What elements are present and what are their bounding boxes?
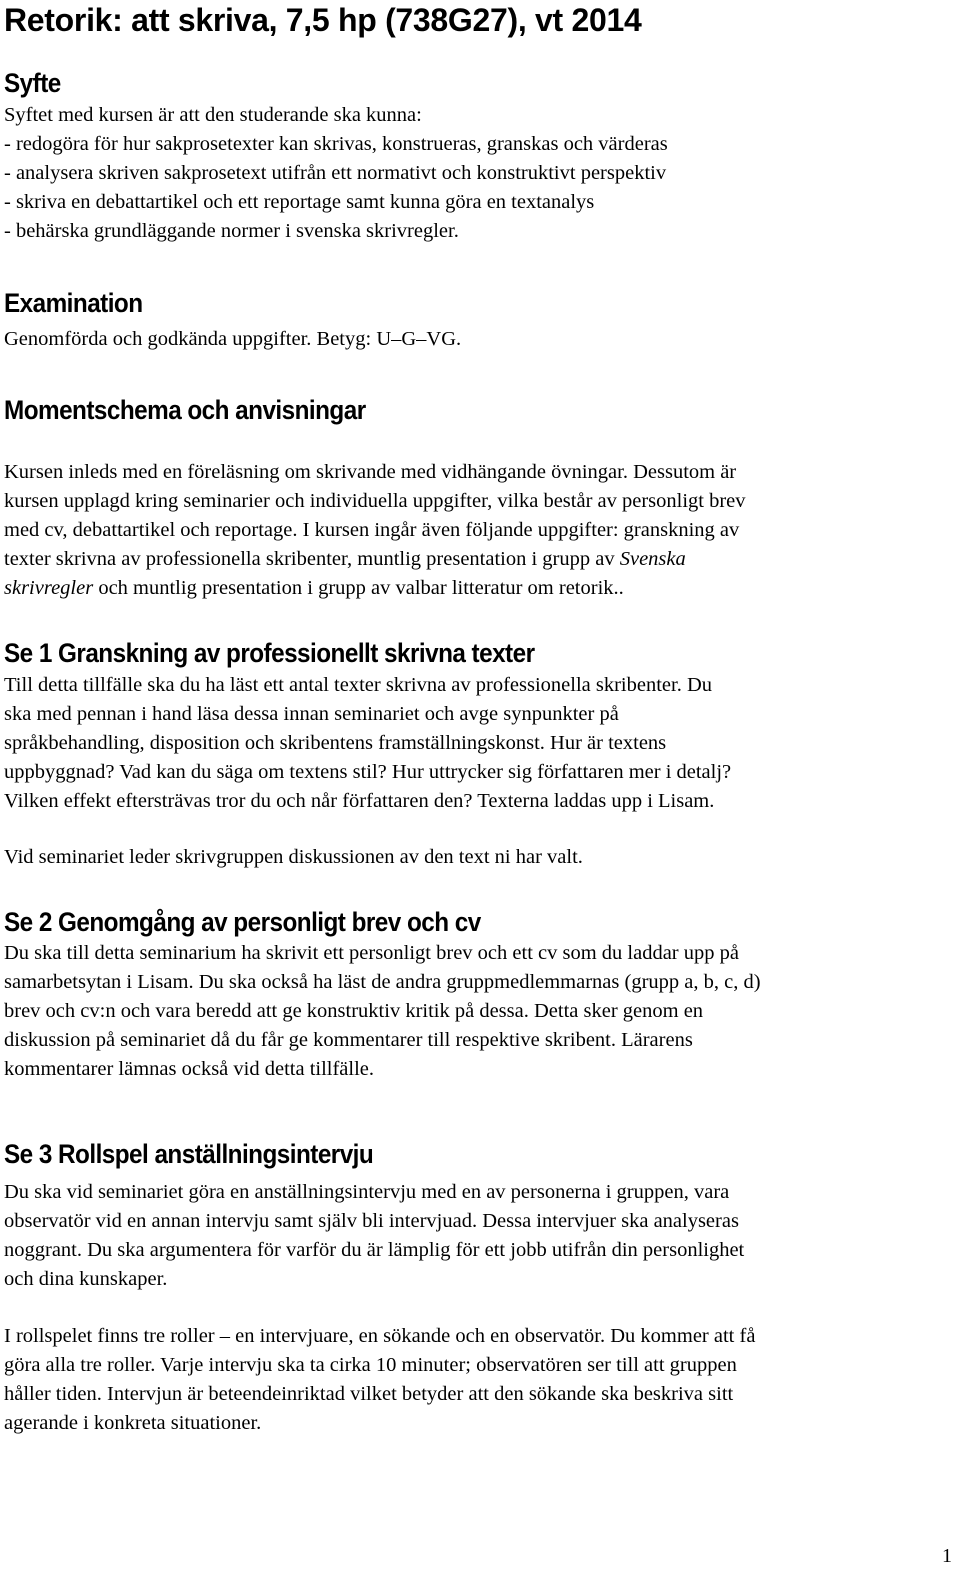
syfte-line: - behärska grundläggande normer i svenska skrivregler. [4,220,459,242]
syfte-line: - skriva en debattartikel och ett reportage samt kunna göra en textanalys [4,191,595,213]
se3-paragraph [4,1178,944,1294]
se1-line: Vid seminariet leder skrivgruppen diskussionen av den text ni har valt. [4,846,583,868]
se1-line: Till detta tillfälle ska du ha läst ett antal texter skrivna av professionella skribenter. Du [4,674,713,696]
se2-paragraph [4,939,944,1084]
se3-line: Du ska vid seminariet göra en anställningsintervju med en av personerna i gruppen, vara [4,1181,730,1203]
se3-line: observatör vid en annan intervju samt själv bli intervjuad. Dessa intervjuer ska analyseras [4,1210,739,1232]
momentschema-line: kursen upplagd kring seminarier och individuella uppgifter, vilka består av personligt brev [4,490,746,512]
page-number: 1 [942,1545,952,1567]
heading-momentschema: Momentschema och anvisningar [4,395,366,425]
heading-syfte: Syfte [4,68,61,98]
se1-paragraph-2 [4,843,944,872]
heading-se2: Se 2 Genomgång av personligt brev och cv [4,907,481,937]
heading-se3: Se 3 Rollspel anställningsintervju [4,1139,374,1169]
momentschema-line: Kursen inleds med en föreläsning om skrivande med vidhängande övningar. Dessutom är [4,461,737,483]
momentschema-paragraph [4,458,944,603]
se3-line: och dina kunskaper. [4,1268,168,1290]
momentschema-line [4,545,944,574]
se1-line: ska med pennan i hand läsa dessa innan seminariet och avge synpunkter på [4,703,619,725]
se2-line: samarbetsytan i Lisam. Du ska också ha läst de andra gruppmedlemmarnas (grupp a, b, c, d) [4,971,761,993]
se2-line: Du ska till detta seminarium ha skrivit ett personligt brev och ett cv som du laddar upp på [4,942,739,964]
se2-line: brev och cv:n och vara beredd att ge konstruktiv kritik på dessa. Detta sker genom en [4,1000,704,1022]
book-title-italic: Svenska [619,548,686,570]
syfte-paragraph [4,101,944,246]
se1-line: Vilken effekt eftersträvas tror du och når författaren den? Texterna laddas upp i Lisam. [4,790,715,812]
se1-line: språkbehandling, disposition och skribentens framställningskonst. Hur är textens [4,732,667,754]
heading-se1: Se 1 Granskning av professionellt skrivna texter [4,638,535,668]
examination-text: Genomförda och godkända uppgifter. Betyg: U–G–VG. [4,328,462,350]
book-title-italic: skrivregler [4,577,94,599]
se2-line: diskussion på seminariet då du får ge kommentarer till respektive skribent. Lärarens [4,1029,693,1051]
se1-line: uppbyggnad? Vad kan du säga om textens stil? Hur uttrycker sig författaren mer i detalj? [4,761,732,783]
examination-paragraph [4,325,944,354]
momentschema-line: med cv, debattartikel och reportage. I kursen ingår även följande uppgifter: granskning av [4,519,740,541]
se3-line: håller tiden. Intervjun är beteendeinriktad vilket betyder att den sökande ska beskriva sitt [4,1383,734,1405]
momentschema-text: och muntlig presentation i grupp av valbar litteratur om retorik.. [93,577,624,599]
se3-line: noggrant. Du ska argumentera för varför du är lämplig för ett jobb utifrån din personlighet [4,1239,745,1261]
momentschema-line [4,574,944,603]
syfte-line: - redogöra för hur sakprosetexter kan skrivas, konstrueras, granskas och värderas [4,133,668,155]
document-title: Retorik: att skriva, 7,5 hp (738G27), vt 2014 [4,2,642,38]
se3-line: I rollspelet finns tre roller – en intervjuare, en sökande och en observatör. Du kommer att få [4,1325,756,1347]
se2-line: kommentarer lämnas också vid detta tillfälle. [4,1058,375,1080]
se3-paragraph-2 [4,1322,944,1438]
se3-line: agerande i konkreta situationer. [4,1412,262,1434]
se3-line: göra alla tre roller. Varje intervju ska ta cirka 10 minuter; observatören ser till att gruppen [4,1354,737,1376]
syfte-line: Syftet med kursen är att den studerande ska kunna: [4,104,422,126]
se1-paragraph [4,671,944,816]
syfte-line: - analysera skriven sakprosetext utifrån ett normativt och konstruktivt perspektiv [4,162,667,184]
momentschema-text: texter skrivna av professionella skribenter, muntlig presentation i grupp av [4,548,620,570]
heading-examination: Examination [4,288,143,318]
